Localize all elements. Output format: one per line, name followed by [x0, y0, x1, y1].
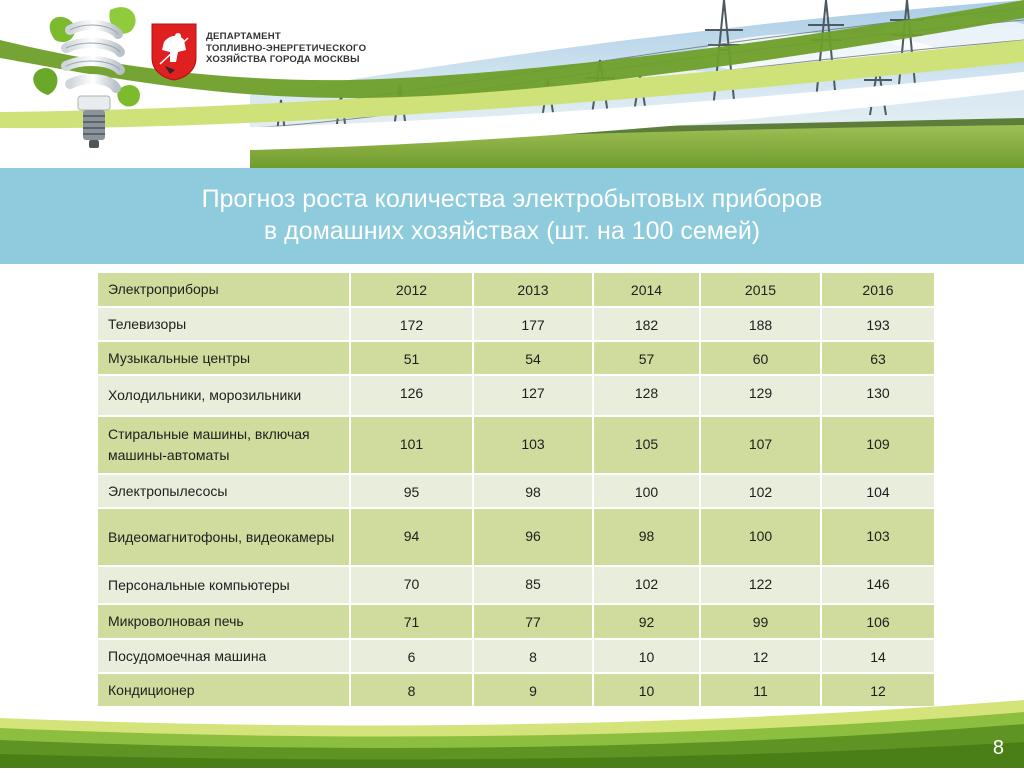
slide-title-line: в домашних хозяйствах (шт. на 100 семей)	[263, 217, 761, 245]
row-label: Стиральные машины, включая машины-автоматы	[97, 416, 350, 474]
department-line: ТОПЛИВНО-ЭНЕРГЕТИЧЕСКОГО	[206, 42, 367, 54]
table-row	[97, 566, 935, 604]
footer-graphic	[0, 690, 1024, 768]
table-cell: 109	[821, 416, 935, 474]
table-cell: 9	[473, 673, 593, 707]
table-row	[97, 604, 935, 639]
header-graphic	[0, 0, 1024, 168]
table-cell: 104	[821, 474, 935, 508]
table-cell: 126	[350, 375, 473, 416]
table-cell: 63	[821, 341, 935, 375]
table-cell: 103	[473, 416, 593, 474]
row-label: Электропылесосы	[97, 474, 350, 508]
page-number: 8	[992, 737, 1004, 759]
table-cell: 130	[821, 375, 935, 416]
table-cell: 77	[473, 604, 593, 639]
table-cell: 96	[473, 508, 593, 566]
table-cell: 11	[700, 673, 821, 707]
table-cell: 8	[350, 673, 473, 707]
table-cell: 95	[350, 474, 473, 508]
table-row	[97, 375, 935, 416]
department-line: ХОЗЯЙСТВА ГОРОДА МОСКВЫ	[206, 54, 360, 65]
moscow-coat-of-arms-icon	[152, 24, 196, 80]
table-cell: 103	[821, 508, 935, 566]
table-row	[97, 639, 935, 673]
table-cell: 188	[700, 307, 821, 341]
table-cell: 99	[700, 604, 821, 639]
table-header-cell: 2016	[821, 272, 935, 307]
table-cell: 57	[593, 341, 700, 375]
table-cell: 85	[473, 566, 593, 604]
table-header-cell: 2012	[350, 272, 473, 307]
table-cell: 193	[821, 307, 935, 341]
table-cell: 92	[593, 604, 700, 639]
table-cell: 60	[700, 341, 821, 375]
table-cell: 106	[821, 604, 935, 639]
table-cell: 146	[821, 566, 935, 604]
table-row	[97, 341, 935, 375]
slide-title-line: Прогноз роста количества электробытовых приборов	[201, 185, 823, 213]
table-cell: 182	[593, 307, 700, 341]
slide-title	[0, 183, 1024, 247]
table-cell: 105	[593, 416, 700, 474]
table-cell: 102	[593, 566, 700, 604]
department-line: ДЕПАРТАМЕНТ	[206, 31, 281, 42]
table-cell: 98	[593, 508, 700, 566]
table-header-row	[97, 272, 935, 307]
table-cell: 71	[350, 604, 473, 639]
forecast-table	[96, 271, 936, 708]
table-cell: 127	[473, 375, 593, 416]
table-row	[97, 416, 935, 474]
table-cell: 51	[350, 341, 473, 375]
table-cell: 12	[700, 639, 821, 673]
table-cell: 128	[593, 375, 700, 416]
table-cell: 100	[593, 474, 700, 508]
table-cell: 8	[473, 639, 593, 673]
table-cell: 122	[700, 566, 821, 604]
footer-swoosh	[0, 690, 1024, 768]
table-header-cell: Электроприборы	[97, 272, 350, 307]
table-cell: 94	[350, 508, 473, 566]
table-cell: 6	[350, 639, 473, 673]
table-cell: 172	[350, 307, 473, 341]
row-label: Кондиционер	[97, 673, 350, 707]
row-label: Видеомагнитофоны, видеокамеры	[97, 508, 350, 566]
table-cell: 102	[700, 474, 821, 508]
table-cell: 54	[473, 341, 593, 375]
table-row	[97, 307, 935, 341]
table-cell: 101	[350, 416, 473, 474]
table-header-cell: 2015	[700, 272, 821, 307]
row-label: Персональные компьютеры	[97, 566, 350, 604]
table-cell: 98	[473, 474, 593, 508]
table-cell: 70	[350, 566, 473, 604]
table-row	[97, 474, 935, 508]
table-cell: 100	[700, 508, 821, 566]
department-name	[206, 31, 366, 66]
header-banner	[0, 0, 1024, 168]
table-cell: 107	[700, 416, 821, 474]
row-label: Холодильники, морозильники	[97, 375, 350, 416]
table-cell: 14	[821, 639, 935, 673]
table-cell: 129	[700, 375, 821, 416]
table-header-cell: 2013	[473, 272, 593, 307]
table-header-cell: 2014	[593, 272, 700, 307]
table-cell: 177	[473, 307, 593, 341]
row-label: Музыкальные центры	[97, 341, 350, 375]
table-cell: 10	[593, 673, 700, 707]
table-cell: 12	[821, 673, 935, 707]
row-label: Телевизоры	[97, 307, 350, 341]
row-label: Микроволновая печь	[97, 604, 350, 639]
row-label: Посудомоечная машина	[97, 639, 350, 673]
table-row	[97, 508, 935, 566]
table-cell: 10	[593, 639, 700, 673]
